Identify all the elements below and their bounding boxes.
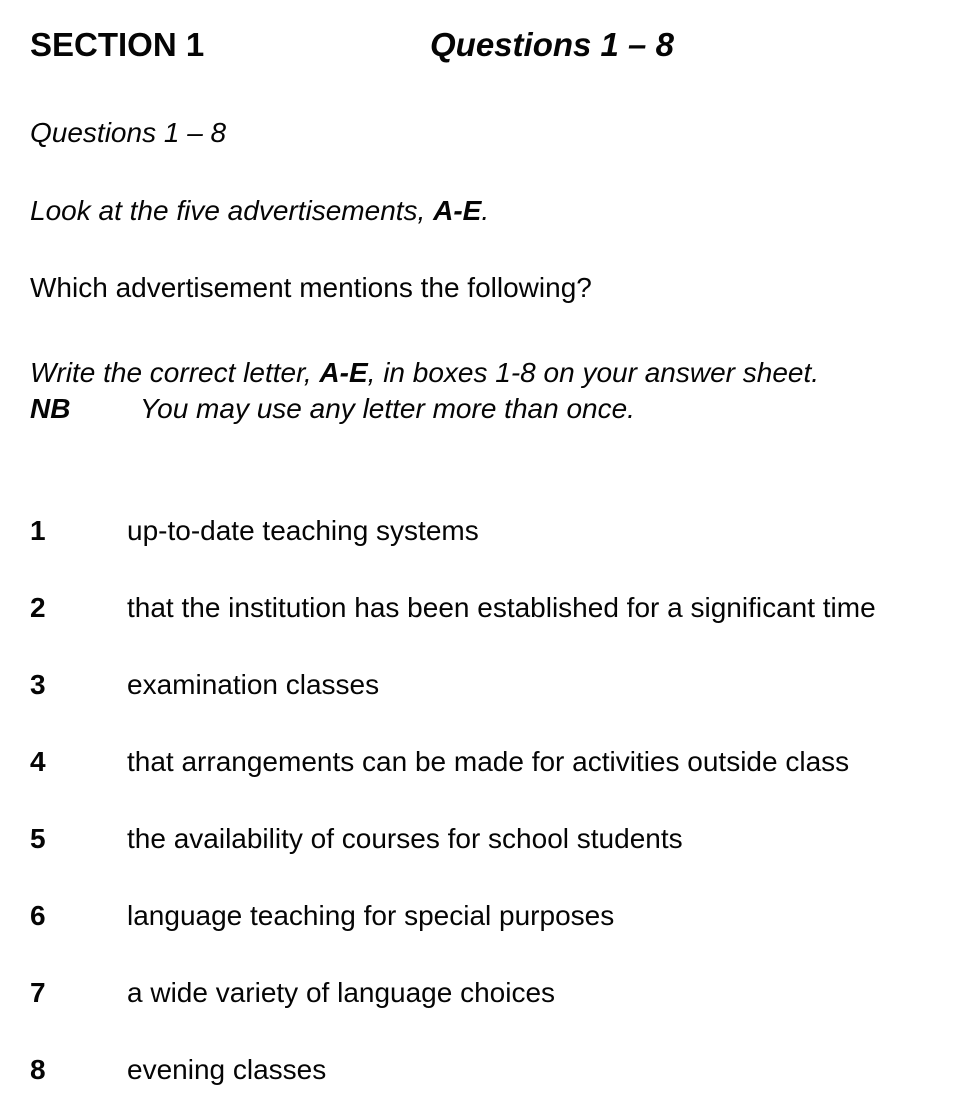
question-text: up-to-date teaching systems [127,515,479,546]
section-header [30,24,958,66]
write-suffix-text: , in boxes 1-8 on your answer sheet. [367,357,820,388]
write-instruction-line [30,355,958,391]
question-number: 6 [30,900,46,931]
question-list [30,513,958,1088]
question-number: 3 [30,669,46,700]
look-instruction-line [30,193,958,229]
header-questions-range: Questions 1 – 8 [430,26,674,63]
question-row [30,975,958,1011]
question-text: evening classes [127,1054,327,1085]
section-title: SECTION 1 [30,26,205,63]
question-text: examination classes [127,669,380,700]
question-number: 8 [30,1054,46,1085]
question-text: language teaching for special purposes [127,900,615,931]
question-text: the availability of courses for school students [127,823,683,854]
question-row [30,590,958,626]
question-row [30,898,958,934]
question-number: 2 [30,592,46,623]
nb-note-text: You may use any letter more than once. [140,393,635,424]
question-row [30,744,958,780]
look-prefix-text: Look at the five advertisements, [30,195,434,226]
question-text: a wide variety of language choices [127,977,556,1008]
question-number: 7 [30,977,46,1008]
question-text: that the institution has been established for a significant time [127,592,876,623]
questions-range-line: Questions 1 – 8 [30,117,227,148]
question-row [30,513,958,549]
question-row [30,667,958,703]
question-row [30,1052,958,1088]
look-letters-bold: A-E [433,195,482,226]
question-number: 4 [30,746,46,777]
nb-note-line [30,391,958,427]
question-number: 5 [30,823,46,854]
write-prefix-text: Write the correct letter, [30,357,320,388]
question-row [30,821,958,857]
question-text: that arrangements can be made for activities outside class [127,746,850,777]
nb-label: NB [30,393,71,424]
which-advertisement-line: Which advertisement mentions the following? [30,272,592,303]
question-number: 1 [30,515,46,546]
look-suffix-text: . [481,195,490,226]
write-letters-bold: A-E [319,357,368,388]
